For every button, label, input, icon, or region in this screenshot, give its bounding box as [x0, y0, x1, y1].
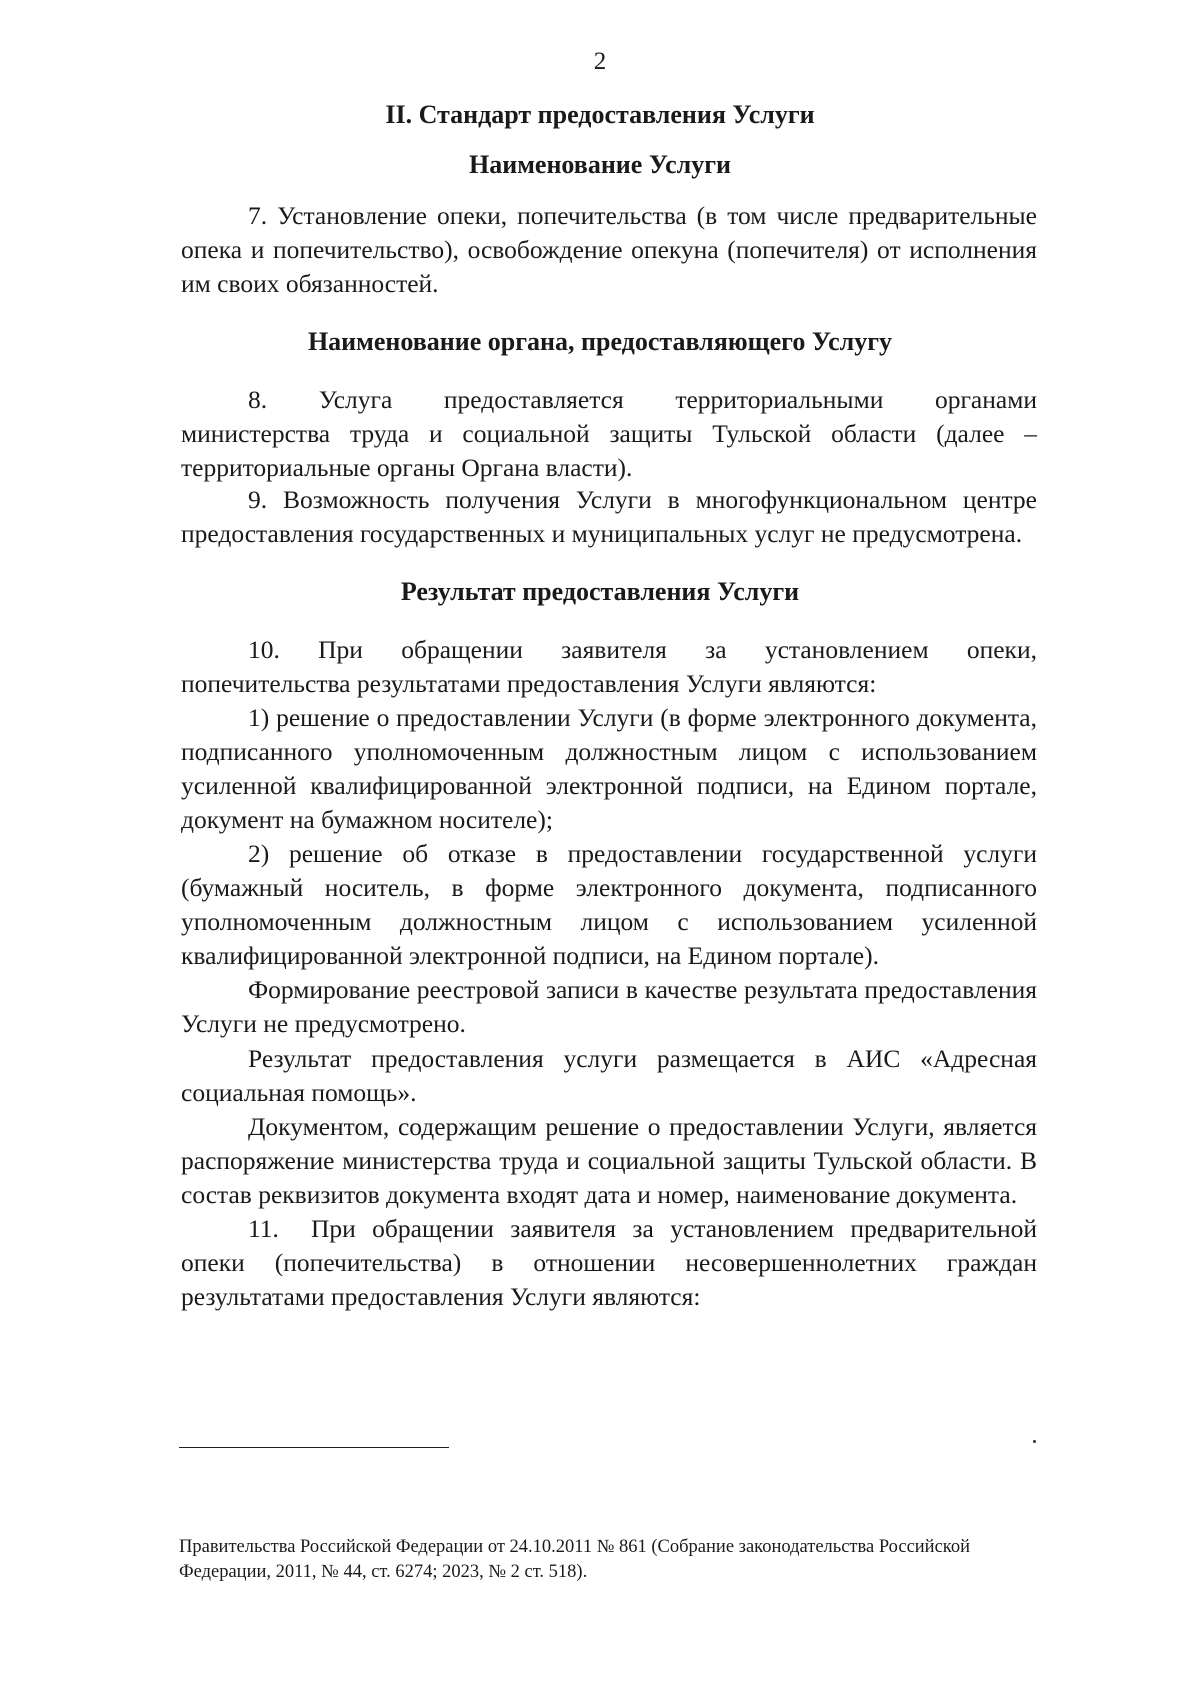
- paragraph-7-text: 7. Установление опеки, попечительства (в том числе предварительные опека и попечительство), освобождение опекуна (попечителя) от исполнения им своих обязанностей.: [181, 201, 1037, 298]
- section-title: II. Стандарт предоставления Услуги: [385, 100, 815, 129]
- paragraph-registry: Формирование реестровой записи в качестве результата предоставления Услуги не предусмотрено.: [181, 975, 1037, 1038]
- word: установлением: [764, 635, 929, 664]
- paragraph-ais-block: [181, 1042, 1037, 1314]
- paragraph-11-first-text: При обращении заявителя за установлением предварительной: [310, 1214, 1037, 1243]
- word: отношении: [533, 1248, 656, 1277]
- paragraph-11-number: 11.: [248, 1214, 279, 1243]
- paragraph-10-first-line: [181, 633, 1037, 667]
- paragraph-8: [181, 383, 1037, 485]
- word: (попечительства): [274, 1248, 462, 1277]
- subsection-title-service-name: Наименование Услуги: [468, 150, 732, 179]
- word: несовершеннолетних: [685, 1248, 917, 1277]
- word: заявителя: [561, 635, 667, 664]
- paragraph-11-first-line: [181, 1212, 1037, 1246]
- paragraph-10-number: 10.: [248, 635, 280, 664]
- subsection-title-organ: Наименование органа, предоставляющего Услугу: [307, 327, 893, 356]
- word: предоставляется: [443, 385, 624, 414]
- scan-speck: [1033, 1440, 1036, 1443]
- subsection-title-result: Результат предоставления Услуги: [400, 577, 800, 606]
- word: в: [491, 1248, 504, 1277]
- paragraph-8-text: министерства труда и социальной защиты Тульской области (далее – территориальные органы Органа власти).: [181, 419, 1037, 482]
- footnote-separator: [179, 1447, 449, 1448]
- word: за: [705, 635, 727, 664]
- page-number: 2: [593, 48, 607, 75]
- word: органами: [934, 385, 1037, 414]
- paragraph-9: [181, 483, 1037, 551]
- paragraph-10: [181, 633, 1037, 1041]
- footnote: Правительства Российской Федерации от 24.10.2011 № 861 (Собрание законодательства Российской Федерации, 2011, № 44, ст. 6274; 2023, № 2 ст. 518).: [179, 1537, 970, 1582]
- paragraph-document: Документом, содержащим решение о предоставлении Услуги, является распоряжение министерства труда и социальной защиты Тульской области. В состав реквизитов документа входят дата и номер, наименование документа.: [181, 1112, 1037, 1209]
- word: Услуга: [318, 385, 393, 414]
- paragraph-10-text: попечительства результатами предоставления Услуги являются:: [181, 669, 877, 698]
- word: территориальными: [675, 385, 884, 414]
- word: опеки,: [966, 635, 1037, 664]
- list-item-1: 1) решение о предоставлении Услуги (в форме электронного документа, подписанного уполномоченным должностным лицом с использованием усиленной квалифицированной электронной подписи, на Едином портале, документ на бумажном носителе);: [181, 703, 1037, 834]
- paragraph-ais: Результат предоставления услуги размещается в АИС «Адресная социальная помощь».: [181, 1044, 1037, 1107]
- paragraph-11-second-line: [181, 1246, 1037, 1280]
- paragraph-8-first-line: [181, 383, 1037, 417]
- paragraph-9-text: 9. Возможность получения Услуги в многофункциональном центре предоставления государственных и муниципальных услуг не предусмотрена.: [181, 485, 1037, 548]
- paragraph-8-number: 8.: [248, 385, 268, 414]
- word: опеки: [181, 1248, 245, 1277]
- list-item-2: 2) решение об отказе в предоставлении государственной услуги (бумажный носитель, в форме электронного документа, подписанного уполномоченным должностным лицом с использованием усиленной квалифицированной электронной подписи, на Едином портале).: [181, 839, 1037, 970]
- paragraph-7: [181, 199, 1037, 301]
- word: граждан: [946, 1248, 1037, 1277]
- word: обращении: [401, 635, 523, 664]
- word: При: [318, 635, 363, 664]
- paragraph-11-text: результатами предоставления Услуги являются:: [181, 1282, 701, 1311]
